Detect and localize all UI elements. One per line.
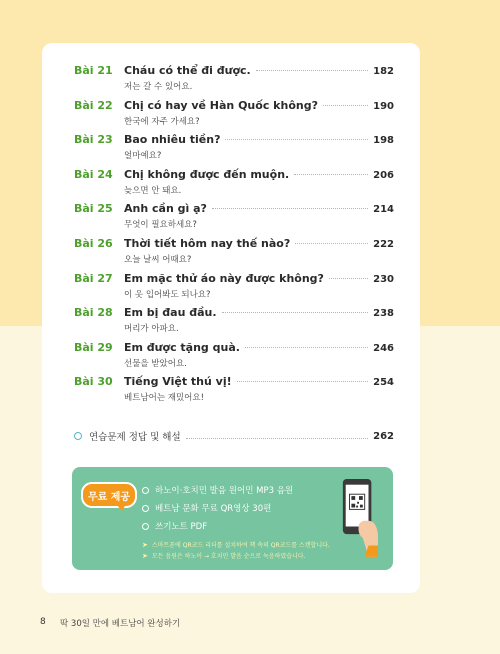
lesson-subtitle: 무엇이 필요하세요? xyxy=(124,220,197,231)
feature-text: 베트남 문화 무료 QR영상 30편 xyxy=(155,504,272,514)
page-number: 206 xyxy=(373,169,394,181)
page-number: 214 xyxy=(373,204,394,216)
arrow-bullet-icon: ➤ xyxy=(142,540,148,549)
feature-item xyxy=(142,518,293,534)
page-number: 238 xyxy=(373,308,394,320)
note-text: 스마트폰에 QR코드 리더를 설치하여 책 속의 QR코드를 스캔합니다. xyxy=(151,542,330,549)
feature-text: 쓰기노트 PDF xyxy=(155,522,208,532)
note-text: 모든 음원은 하노이 → 호치민 발음 순으로 녹음하였습니다. xyxy=(151,553,306,560)
footer-book-title: 딱 30일 만에 베트남어 완성하기 xyxy=(60,619,181,629)
lesson-title: Em được tặng quà. xyxy=(124,340,240,354)
page-number: 190 xyxy=(373,100,394,112)
page-number: 198 xyxy=(373,135,394,147)
lesson-subtitle: 이 옷 입어봐도 되나요? xyxy=(124,289,211,300)
lesson-title: Thời tiết hôm nay thế nào? xyxy=(124,236,291,250)
lesson-subtitle: 선물을 받았어요. xyxy=(124,358,187,369)
feature-item xyxy=(142,500,293,516)
dot-leader xyxy=(245,347,368,348)
page-number: 230 xyxy=(373,273,394,285)
lesson-title: Em bị đau đầu. xyxy=(124,306,217,320)
dot-leader xyxy=(225,139,368,140)
arrow-bullet-icon: ➤ xyxy=(142,551,148,560)
toc-entry[interactable] xyxy=(74,272,394,307)
page-number: 222 xyxy=(373,238,394,250)
answers-label: 연습문제 정답 및 해설 xyxy=(89,432,181,443)
page-number: 262 xyxy=(373,430,394,442)
page-number: 182 xyxy=(373,66,394,77)
circle-bullet-icon xyxy=(142,487,149,494)
feature-text: 하노이·호치민 발음 원어민 MP3 음원 xyxy=(155,486,294,496)
toc-entry[interactable] xyxy=(74,202,394,237)
toc-entry[interactable] xyxy=(74,99,394,134)
lesson-title: Chị không được đến muộn. xyxy=(124,167,290,181)
toc-entry[interactable] xyxy=(74,64,394,99)
lesson-number: Bài 22 xyxy=(74,98,113,112)
lesson-number: Bài 23 xyxy=(74,133,113,147)
lesson-title: Chị có hay về Hàn Quốc không? xyxy=(124,98,318,112)
lesson-number: Bài 27 xyxy=(74,271,113,285)
lesson-subtitle: 늦으면 안 돼요. xyxy=(124,185,182,196)
dot-leader xyxy=(323,105,368,106)
lesson-subtitle: 얼마예요? xyxy=(124,151,162,162)
lesson-title: Tiếng Việt thú vị! xyxy=(124,375,232,389)
lesson-title: Bao nhiêu tiền? xyxy=(124,133,221,147)
phone-qr-illustration-icon xyxy=(340,477,378,557)
dot-leader xyxy=(294,174,368,175)
lesson-number: Bài 21 xyxy=(74,64,113,77)
lesson-number: Bài 24 xyxy=(74,167,113,181)
table-of-contents xyxy=(74,64,394,410)
lesson-title: Anh cần gì ạ? xyxy=(124,202,207,216)
toc-entry[interactable] xyxy=(74,341,394,376)
lesson-subtitle: 오늘 날씨 어때요? xyxy=(124,254,192,265)
lesson-subtitle: 베트남어는 재밌어요! xyxy=(124,393,205,404)
note-item xyxy=(142,539,330,550)
lesson-subtitle: 저는 갈 수 있어요. xyxy=(124,82,193,92)
dot-leader xyxy=(186,438,368,439)
circle-bullet-icon xyxy=(142,505,149,512)
dot-leader xyxy=(212,208,368,209)
toc-entry[interactable] xyxy=(74,168,394,203)
toc-entry[interactable] xyxy=(74,306,394,341)
lesson-title: Em mặc thử áo này được không? xyxy=(124,271,324,285)
page-number: 246 xyxy=(373,342,394,354)
dot-leader xyxy=(237,381,369,382)
free-materials-box xyxy=(72,467,393,570)
note-item xyxy=(142,550,330,561)
dot-leader xyxy=(222,312,369,313)
lesson-number: Bài 29 xyxy=(74,340,113,354)
free-badge: 무료 제공 xyxy=(81,482,137,508)
toc-entry[interactable] xyxy=(74,237,394,272)
lesson-number: Bài 26 xyxy=(74,236,113,250)
dot-leader xyxy=(295,243,368,244)
note-list xyxy=(142,539,330,561)
toc-entry[interactable] xyxy=(74,375,394,410)
lesson-title: Cháu có thể đi được. xyxy=(124,64,251,77)
lesson-subtitle: 머리가 아파요. xyxy=(124,324,179,335)
page-number: 254 xyxy=(373,377,394,389)
dot-leader xyxy=(256,70,368,71)
lesson-number: Bài 25 xyxy=(74,202,113,216)
circle-bullet-icon xyxy=(74,432,82,440)
dot-leader xyxy=(329,278,368,279)
lesson-subtitle: 한국에 자주 가세요? xyxy=(124,116,200,127)
toc-entry[interactable] xyxy=(74,133,394,168)
lesson-number: Bài 28 xyxy=(74,306,113,320)
answers-entry[interactable] xyxy=(74,429,394,443)
feature-list xyxy=(142,482,293,536)
circle-bullet-icon xyxy=(142,523,149,530)
lesson-number: Bài 30 xyxy=(74,375,113,389)
badge-tail xyxy=(116,504,126,511)
feature-item xyxy=(142,482,293,498)
footer-page-number: 8 xyxy=(40,617,46,627)
